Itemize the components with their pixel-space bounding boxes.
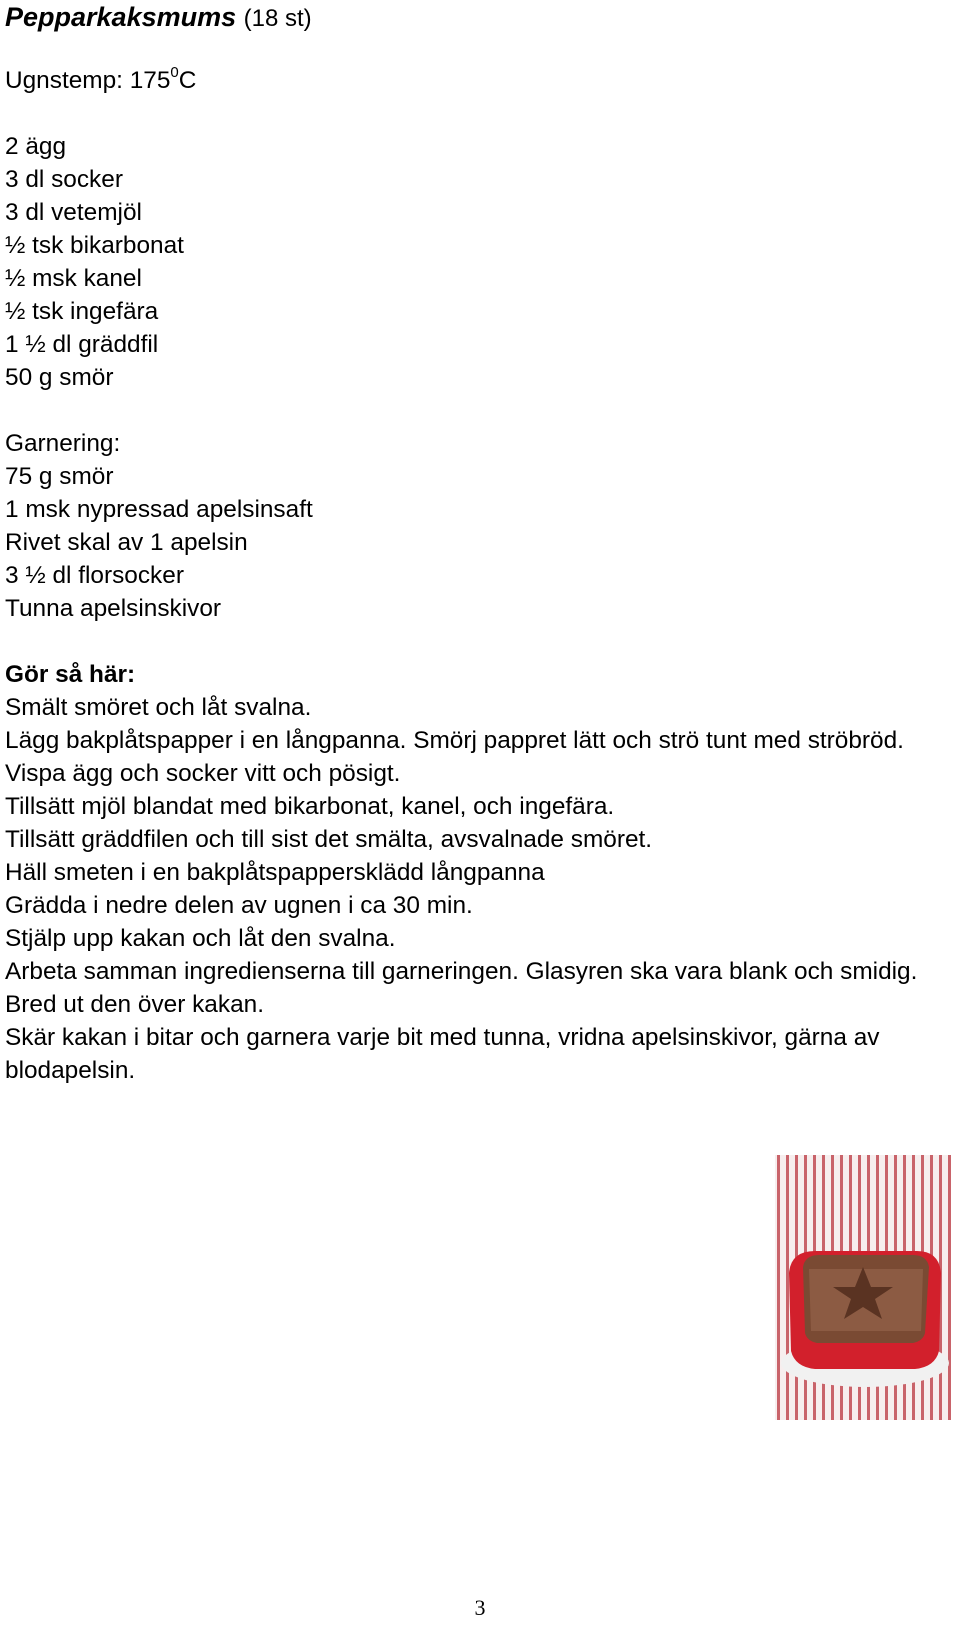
garnish-item: 3 ½ dl florsocker: [5, 562, 184, 589]
ingredient-item: 3 dl socker: [5, 166, 123, 193]
degree-mark: 0: [170, 63, 179, 81]
garnish-heading: Garnering:: [5, 430, 121, 457]
ingredient-item: 50 g smör: [5, 364, 114, 391]
method-step: Bred ut den över kakan.: [5, 991, 264, 1018]
method-section: [5, 658, 940, 1087]
stripe: [786, 1155, 789, 1420]
method-step: Lägg bakplåtspapper i en långpanna. Smörj pappret lätt och strö tunt med ströbröd.: [5, 727, 904, 754]
cake-photo: [775, 1155, 951, 1420]
oven-label: Ugnstemp: 175: [5, 67, 171, 94]
cake-illustration: [775, 1155, 951, 1420]
method-step: Tillsätt mjöl blandat med bikarbonat, kanel, och ingefära.: [5, 793, 615, 820]
method-heading: Gör så här:: [5, 661, 136, 688]
garnish-section: [5, 427, 940, 625]
spacer: [5, 97, 940, 130]
ingredient-item: 3 dl vetemjöl: [5, 199, 142, 226]
stripe: [777, 1155, 780, 1420]
spacer: [5, 394, 940, 427]
method-step: Skär kakan i bitar och garnera varje bit med tunna, vridna apelsinskivor, gärna av blodapelsin.: [5, 1024, 880, 1084]
method-step: Smält smöret och låt svalna.: [5, 694, 312, 721]
recipe-name: Pepparkaksmums: [5, 2, 237, 32]
page-number: 3: [474, 1595, 486, 1620]
garnish-item: Rivet skal av 1 apelsin: [5, 529, 248, 556]
method-step: Grädda i nedre delen av ugnen i ca 30 min.: [5, 892, 473, 919]
temperature-unit: C: [178, 67, 197, 94]
ingredient-item: 2 ägg: [5, 133, 67, 160]
spacer: [5, 625, 940, 658]
garnish-item: 75 g smör: [5, 463, 114, 490]
method-step: Vispa ägg och socker vitt och pösigt.: [5, 760, 401, 787]
recipe-yield: (18 st): [243, 5, 312, 32]
method-step: Arbeta samman ingredienserna till garneringen. Glasyren ska vara blank och smidig.: [5, 958, 918, 985]
garnish-item: Tunna apelsinskivor: [5, 595, 222, 622]
method-step: Häll smeten i en bakplåtspappersklädd långpanna: [5, 859, 545, 886]
ingredient-item: ½ msk kanel: [5, 265, 142, 292]
recipe-body: [5, 64, 940, 1087]
garnish-item: 1 msk nypressad apelsinsaft: [5, 496, 313, 523]
ingredient-item: ½ tsk bikarbonat: [5, 232, 184, 259]
ingredient-item: ½ tsk ingefära: [5, 298, 159, 325]
recipe-title: [5, 0, 312, 36]
ingredient-item: 1 ½ dl gräddfil: [5, 331, 159, 358]
ingredient-list: [5, 130, 940, 394]
method-step: Tillsätt gräddfilen och till sist det smälta, avsvalnade smöret.: [5, 826, 653, 853]
stripe: [948, 1155, 951, 1420]
method-step: Stjälp upp kakan och låt den svalna.: [5, 925, 396, 952]
oven-temperature: [5, 64, 940, 97]
